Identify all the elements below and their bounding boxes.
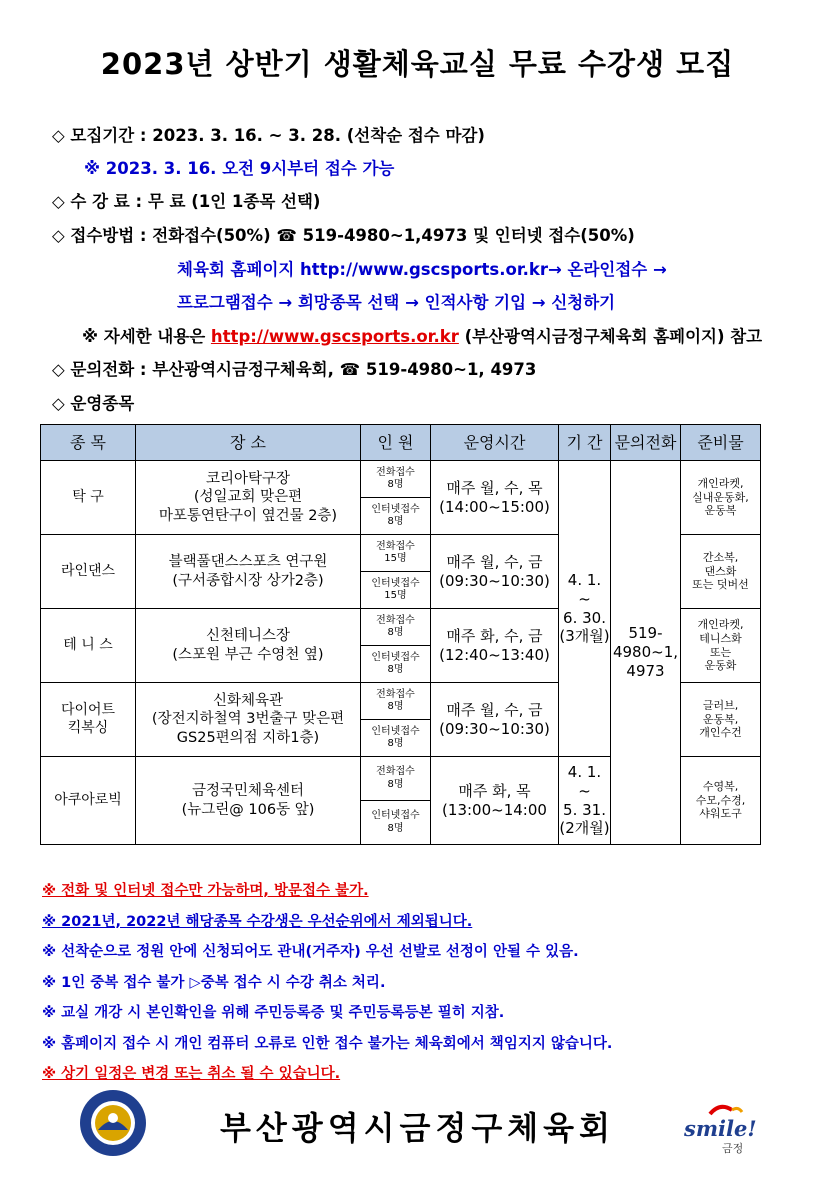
period-cell: 4. 1. ~ 6. 30. (3개월): [559, 461, 611, 757]
place-cell: 신천테니스장 (스포원 부근 수영천 옆): [136, 609, 361, 683]
apply-method-step2: 프로그램접수 → 희망종목 선택 → 인적사항 기입 → 신청하기: [177, 293, 616, 312]
contact-cell: 519- 4980~1, 4973: [611, 461, 681, 845]
header-sport: 종 목: [41, 425, 136, 461]
note-item: ※ 교실 개강 시 본인확인을 위해 주민등록증 및 주민등록등본 필히 지참.: [42, 1005, 505, 1021]
header-place: 장 소: [136, 425, 361, 461]
footer-organization: 부산광역시금정구체육회: [219, 1109, 616, 1147]
header-period: 기 간: [559, 425, 611, 461]
fee-info: ◇ 수 강 료 : 무 료 (1인 1종목 선택): [52, 192, 321, 211]
header-time: 운영시간: [431, 425, 559, 461]
prep-cell: 개인라켓, 실내운동화, 운동복: [681, 461, 761, 535]
phone-quota-cell: 전화접수 8명: [361, 461, 431, 498]
place-cell: 코리아탁구장 (성일교회 맞은편 마포통연탄구이 옆건물 2층): [136, 461, 361, 535]
notes-list: [42, 876, 612, 1090]
sport-cell: 탁 구: [41, 461, 136, 535]
place-cell: 블랙풀댄스스포츠 연구원 (구서종합시장 상가2층): [136, 535, 361, 609]
note-item: ※ 전화 및 인터넷 접수만 가능하며, 방문접수 불가.: [42, 883, 369, 899]
sport-cell: 라인댄스: [41, 535, 136, 609]
place-cell: 금정국민체육센터 (뉴그린@ 106동 앞): [136, 757, 361, 845]
note-item: ※ 2021년, 2022년 해당종목 수강생은 우선순위에서 제외됩니다.: [42, 913, 473, 930]
net-quota-cell: 인터넷접수 8명: [361, 801, 431, 845]
phone-quota-cell: 전화접수 8명: [361, 609, 431, 646]
sport-cell: 테 니 스: [41, 609, 136, 683]
time-cell: 매주 월, 수, 금 (09:30~10:30): [431, 535, 559, 609]
recruit-period: ◇ 모집기간 : 2023. 3. 16. ~ 3. 28. (선착순 접수 마감): [52, 126, 485, 145]
detail-suffix: (부산광역시금정구체육회 홈페이지) 참고: [458, 327, 763, 346]
time-cell: 매주 화, 목 (13:00~14:00: [431, 757, 559, 845]
header-prep: 준비물: [681, 425, 761, 461]
period-note: ※ 2023. 3. 16. 오전 9시부터 접수 가능: [84, 159, 395, 178]
prep-cell: 개인라켓, 테니스화 또는 운동화: [681, 609, 761, 683]
contact-info: ◇ 문의전화 : 부산광역시금정구체육회, ☎ 519-4980~1, 4973: [52, 360, 537, 379]
prep-cell: 수영복, 수모,수경, 샤워도구: [681, 757, 761, 845]
place-cell: 신화체육관 (장전지하철역 3번출구 맞은편 GS25편의점 지하1층): [136, 683, 361, 757]
table-row: [41, 461, 761, 498]
note-item: ※ 선착순으로 정원 안에 신청되어도 관내(거주자) 우선 선발로 선정이 안될 수 있음.: [42, 944, 579, 960]
phone-quota-cell: 전화접수 8명: [361, 757, 431, 801]
apply-method-step1: 체육회 홈페이지 http://www.gscsports.or.kr→ 온라인접수 →: [177, 260, 667, 279]
schedule-table: [40, 424, 761, 845]
net-quota-cell: 인터넷접수 8명: [361, 646, 431, 683]
header-contact: 문의전화: [611, 425, 681, 461]
programs-heading: ◇ 운영종목: [52, 394, 135, 413]
time-cell: 매주 화, 수, 금 (12:40~13:40): [431, 609, 559, 683]
time-cell: 매주 월, 수, 금 (09:30~10:30): [431, 683, 559, 757]
period-cell: 4. 1. ~ 5. 31. (2개월): [559, 757, 611, 845]
net-quota-cell: 인터넷접수 8명: [361, 720, 431, 757]
net-quota-cell: 인터넷접수 8명: [361, 498, 431, 535]
note-item: ※ 홈페이지 접수 시 개인 컴퓨터 오류로 인한 접수 불가는 체육회에서 책임지지 않습니다.: [42, 1035, 613, 1052]
note-item: ※ 상기 일정은 변경 또는 취소 될 수 있습니다.: [42, 1066, 341, 1082]
header-quota: 인 원: [361, 425, 431, 461]
logo-subtext: 금정: [722, 1142, 744, 1155]
table-header-row: [41, 425, 761, 461]
smile-geumjeong-logo-icon: [680, 1100, 760, 1160]
note-item: ※ 1인 중복 접수 불가 ▷중복 접수 시 수강 취소 처리.: [42, 974, 386, 991]
net-quota-cell: 인터넷접수 15명: [361, 572, 431, 609]
page-title: 2023년 상반기 생활체육교실 무료 수강생 모집: [100, 47, 735, 81]
sport-cell: 다이어트 킥복싱: [41, 683, 136, 757]
phone-quota-cell: 전화접수 15명: [361, 535, 431, 572]
apply-method: ◇ 접수방법 : 전화접수(50%) ☎ 519-4980~1,4973 및 인터넷 접수(50%): [52, 226, 635, 245]
prep-cell: 글러브, 운동복, 개인수건: [681, 683, 761, 757]
detail-note: [82, 323, 762, 347]
detail-prefix: ※ 자세한 내용은: [82, 327, 211, 346]
prep-cell: 간소복, 댄스화 또는 덧버선: [681, 535, 761, 609]
homepage-link[interactable]: http://www.gscsports.or.kr: [210, 327, 459, 346]
logo-text: smile!: [684, 1116, 757, 1141]
phone-quota-cell: 전화접수 8명: [361, 683, 431, 720]
time-cell: 매주 월, 수, 목 (14:00~15:00): [431, 461, 559, 535]
sport-cell: 아쿠아로빅: [41, 757, 136, 845]
